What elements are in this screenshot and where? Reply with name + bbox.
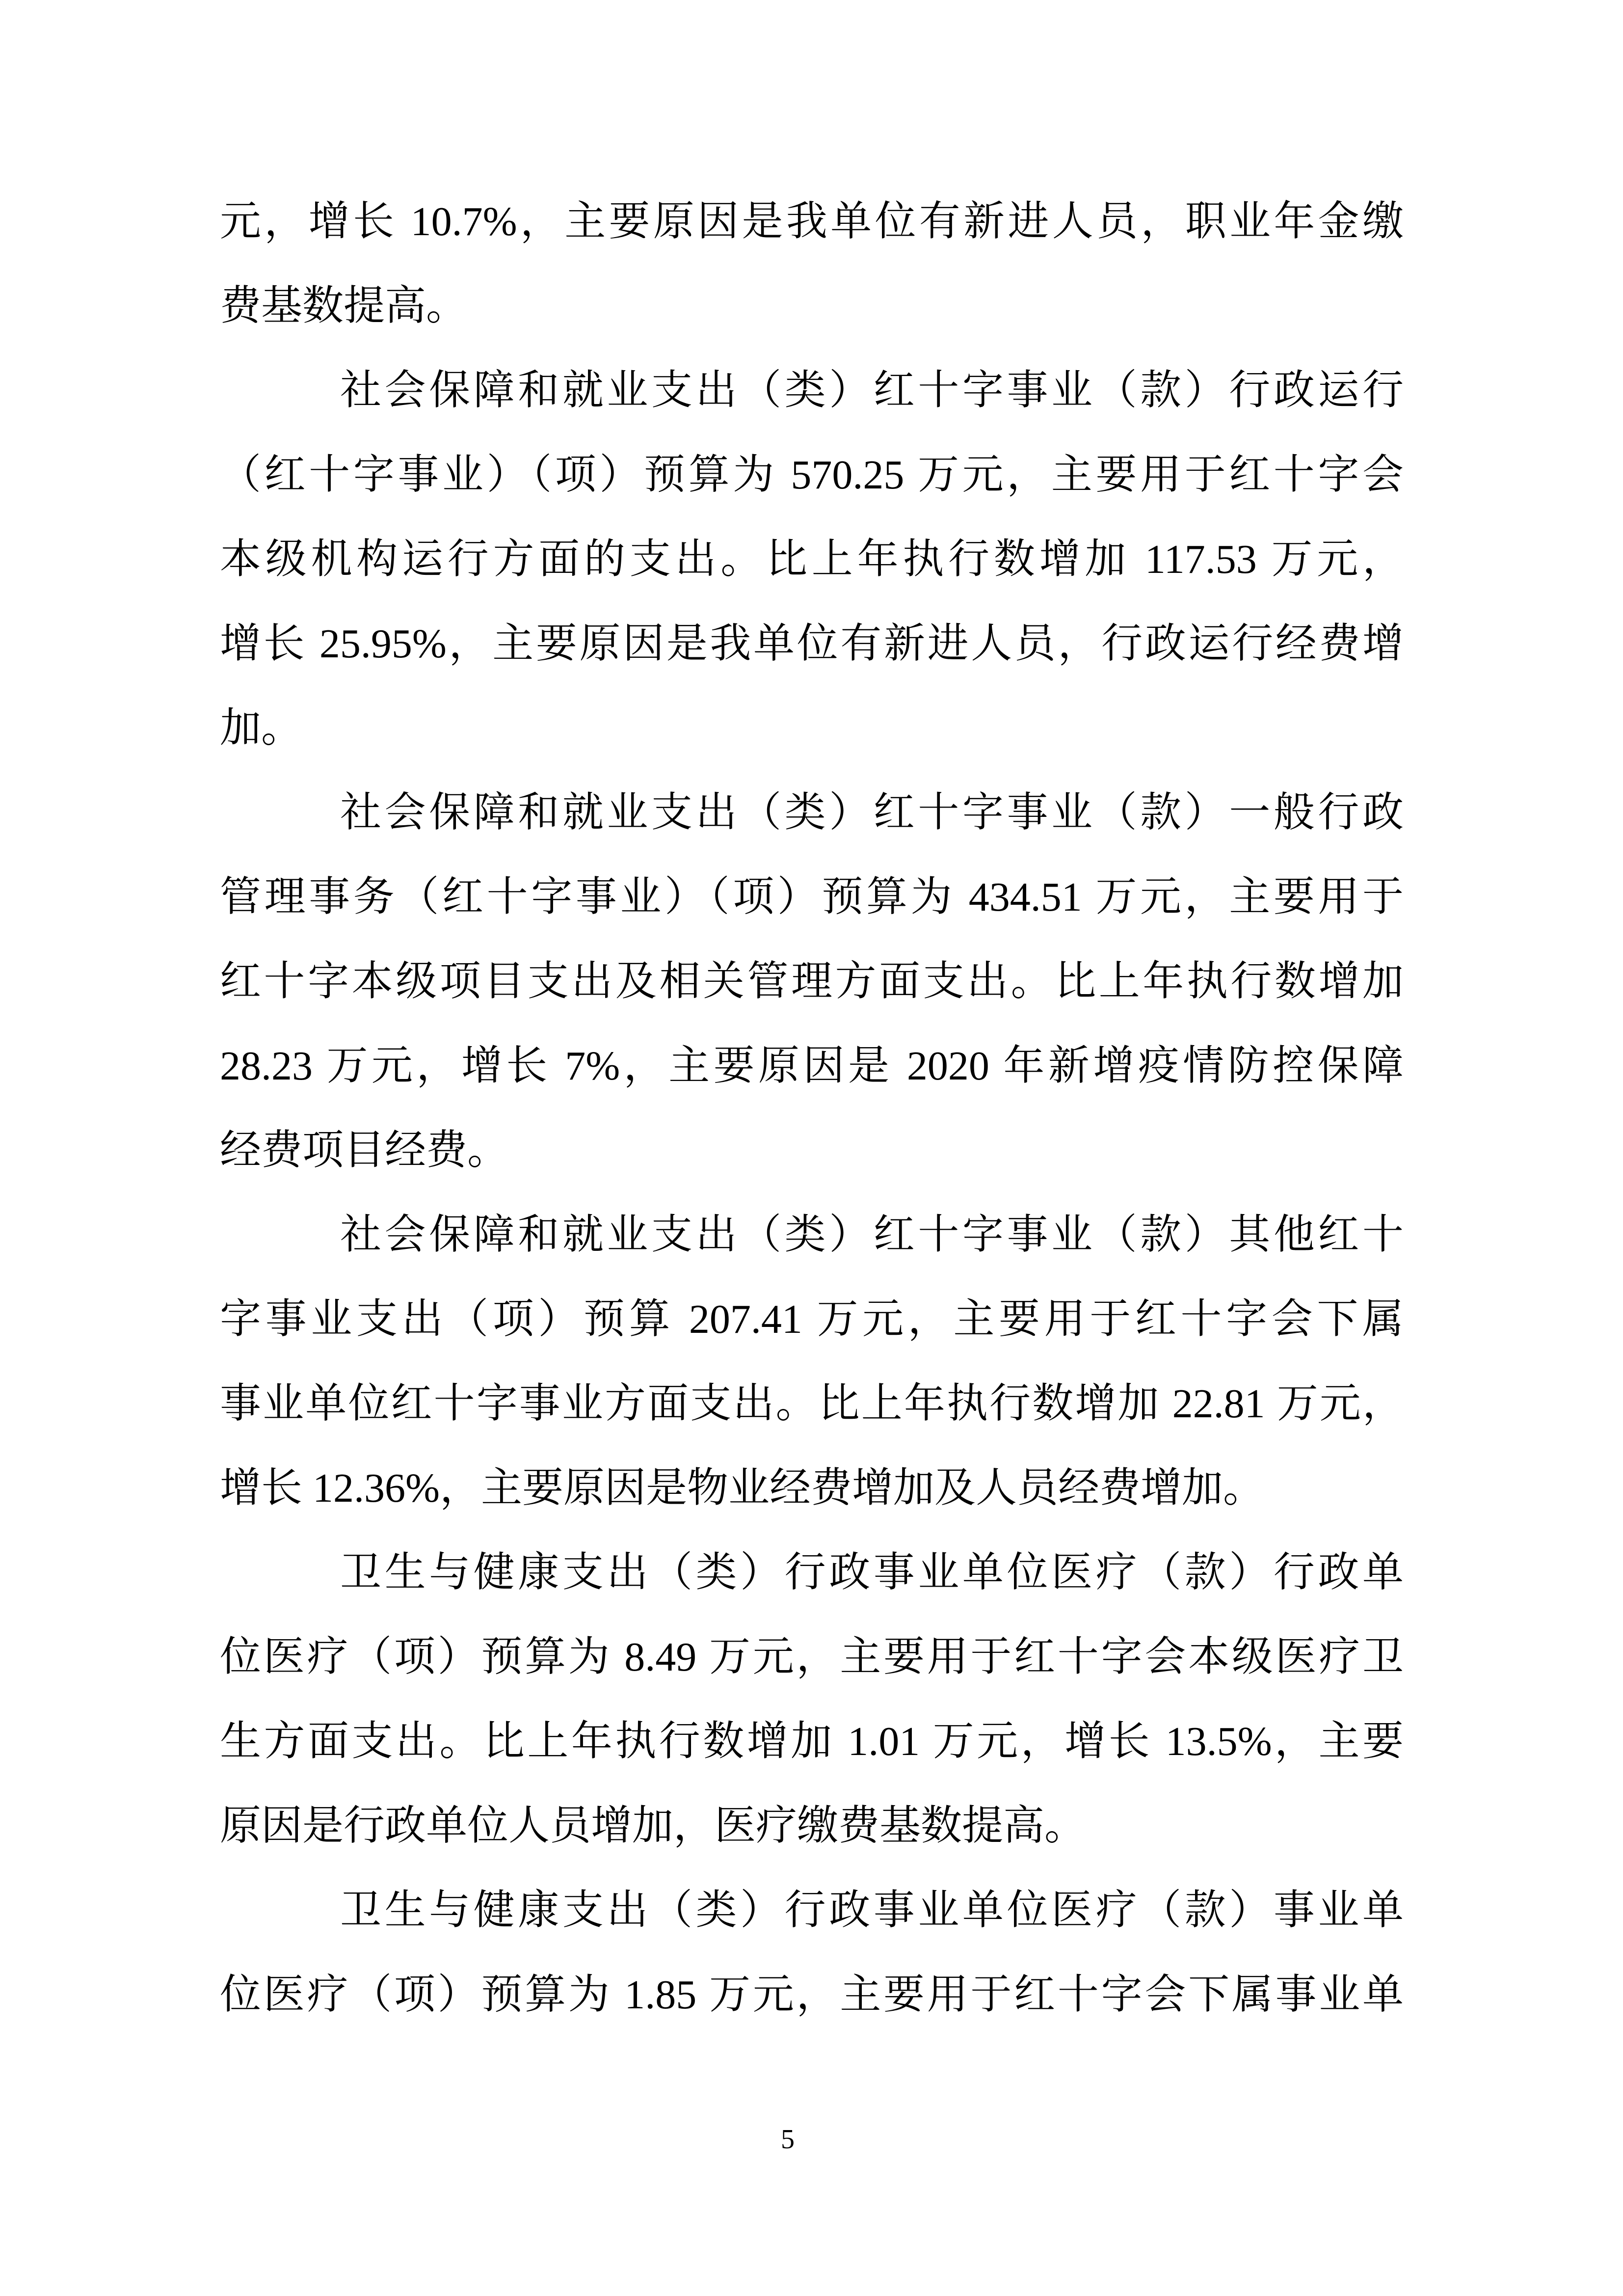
text-line: 费基数提高。 <box>220 283 468 329</box>
text-line: 本级机构运行方面的支出。比上年执行数增加 117.53 万元， <box>220 537 1404 582</box>
text-line: 管理事务（红十字事业）（项）预算为 434.51 万元，主要用于 <box>220 874 1404 920</box>
page-footer <box>0 2122 1575 2157</box>
body-text <box>220 180 1404 2037</box>
text-line: （红十字事业）（项）预算为 570.25 万元，主要用于红十字会 <box>220 452 1404 498</box>
text-line: 增长 12.36%，主要原因是物业经费增加及人员经费增加。 <box>220 1465 1264 1511</box>
text-line: 社会保障和就业支出（类）红十字事业（款）一般行政 <box>340 790 1404 836</box>
text-line: 社会保障和就业支出（类）红十字事业（款）其他红十 <box>340 1212 1404 1258</box>
text-line: 28.23 万元，增长 7%，主要原因是 2020 年新增疫情防控保障 <box>220 1043 1404 1089</box>
text-line: 生方面支出。比上年执行数增加 1.01 万元，增长 13.5%，主要 <box>220 1719 1404 1764</box>
text-line: 元，增长 10.7%，主要原因是我单位有新进人员，职业年金缴 <box>220 199 1404 244</box>
text-line: 位医疗（项）预算为 8.49 万元，主要用于红十字会本级医疗卫 <box>220 1634 1404 1680</box>
text-line: 经费项目经费。 <box>220 1128 509 1173</box>
text-line: 位医疗（项）预算为 1.85 万元，主要用于红十字会下属事业单 <box>220 1972 1404 2018</box>
text-line: 增长 25.95%，主要原因是我单位有新进人员，行政运行经费增 <box>220 621 1404 667</box>
text-line: 字事业支出（项）预算 207.41 万元，主要用于红十字会下属 <box>220 1297 1404 1342</box>
text-line: 社会保障和就业支出（类）红十字事业（款）行政运行 <box>340 368 1404 413</box>
text-line: 加。 <box>220 705 303 751</box>
text-line: 原因是行政单位人员增加，医疗缴费基数提高。 <box>220 1803 1086 1849</box>
text-line: 红十字本级项目支出及相关管理方面支出。比上年执行数增加 <box>220 959 1404 1004</box>
page-number: 5 <box>781 2124 795 2155</box>
text-line: 卫生与健康支出（类）行政事业单位医疗（款）事业单 <box>340 1888 1404 1933</box>
text-line: 事业单位红十字事业方面支出。比上年执行数增加 22.81 万元， <box>220 1381 1404 1427</box>
text-line: 卫生与健康支出（类）行政事业单位医疗（款）行政单 <box>340 1550 1404 1595</box>
